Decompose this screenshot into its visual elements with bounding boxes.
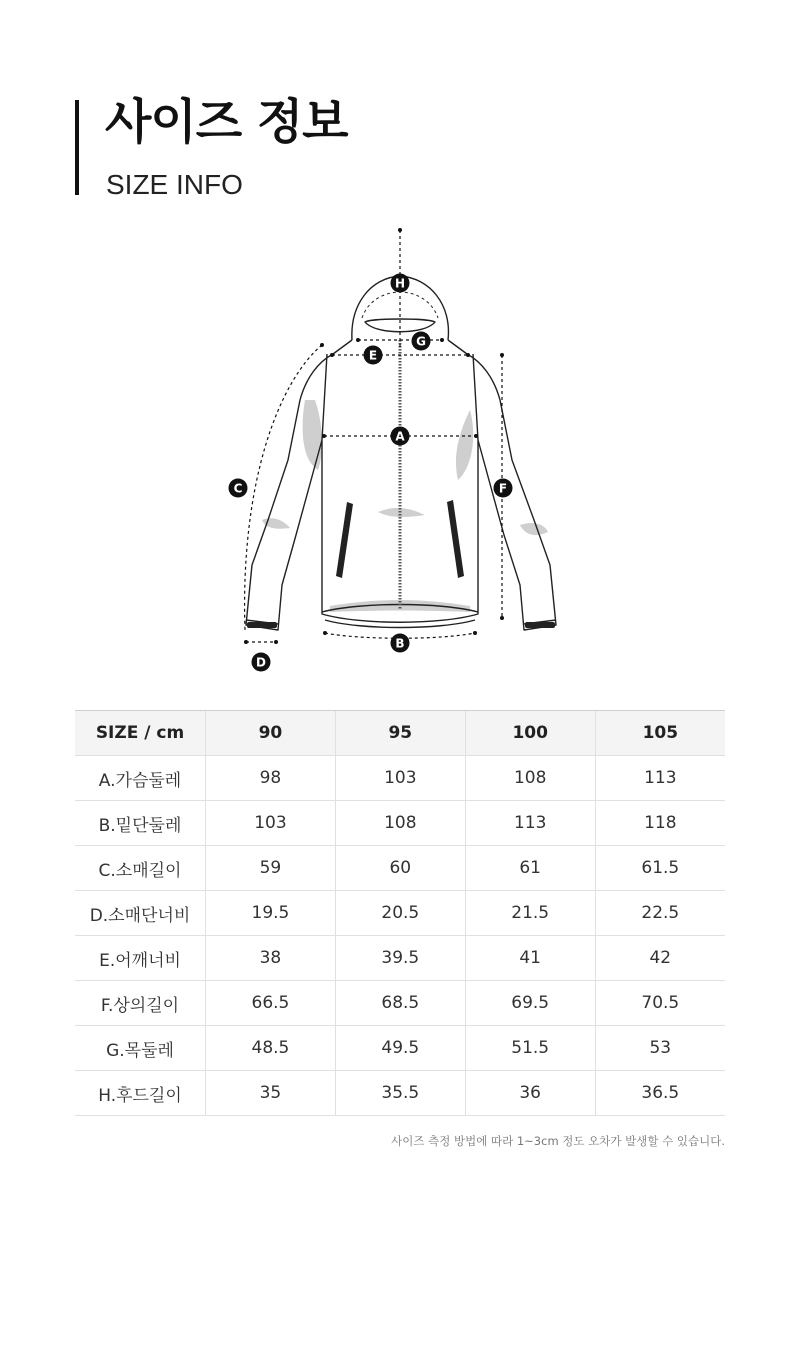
table-cell: 21.5 [465, 891, 595, 936]
page-title: 사이즈 정보 [105, 94, 348, 150]
row-label: F.상의길이 [75, 981, 206, 1026]
table-row [75, 756, 725, 801]
svg-text:A: A [395, 429, 405, 444]
column-header: 90 [206, 711, 336, 756]
table-cell: 19.5 [206, 891, 336, 936]
table-cell: 41 [465, 936, 595, 981]
row-label: B.밑단둘레 [75, 801, 206, 846]
svg-text:D: D [256, 655, 266, 670]
marker-e [364, 346, 383, 365]
table-header-row [75, 711, 725, 756]
table-cell: 20.5 [335, 891, 465, 936]
marker-c [229, 479, 248, 498]
table-cell: 51.5 [465, 1026, 595, 1071]
marker-b [391, 634, 410, 653]
table-cell: 39.5 [335, 936, 465, 981]
table-cell: 70.5 [595, 981, 725, 1026]
table-row [75, 1026, 725, 1071]
table-cell: 113 [465, 801, 595, 846]
row-label: C.소매길이 [75, 846, 206, 891]
table-cell: 66.5 [206, 981, 336, 1026]
table-row [75, 936, 725, 981]
table-row [75, 801, 725, 846]
table-cell: 108 [465, 756, 595, 801]
table-cell: 42 [595, 936, 725, 981]
svg-text:H: H [394, 276, 406, 291]
marker-d [252, 653, 271, 672]
table-cell: 53 [595, 1026, 725, 1071]
column-header-size: SIZE / cm [75, 711, 206, 756]
table-cell: 35 [206, 1071, 336, 1116]
table-cell: 38 [206, 936, 336, 981]
column-header: 100 [465, 711, 595, 756]
table-cell: 36 [465, 1071, 595, 1116]
svg-text:G: G [416, 334, 426, 349]
marker-a [391, 427, 410, 446]
size-table [75, 710, 725, 1116]
table-cell: 118 [595, 801, 725, 846]
table-cell: 60 [335, 846, 465, 891]
table-row [75, 891, 725, 936]
table-cell: 61.5 [595, 846, 725, 891]
svg-text:F: F [498, 481, 508, 496]
table-cell: 36.5 [595, 1071, 725, 1116]
table-row [75, 981, 725, 1026]
table-cell: 22.5 [595, 891, 725, 936]
title-accent-bar [75, 100, 79, 195]
table-cell: 61 [465, 846, 595, 891]
page-subtitle: SIZE INFO [106, 169, 243, 200]
column-header: 105 [595, 711, 725, 756]
column-header: 95 [335, 711, 465, 756]
jacket-outline [246, 276, 556, 630]
table-cell: 103 [335, 756, 465, 801]
table-cell: 59 [206, 846, 336, 891]
table-cell: 35.5 [335, 1071, 465, 1116]
row-label: E.어깨너비 [75, 936, 206, 981]
marker-h [391, 274, 410, 293]
row-label: A.가슴둘레 [75, 756, 206, 801]
row-label: D.소매단너비 [75, 891, 206, 936]
table-cell: 108 [335, 801, 465, 846]
table-cell: 113 [595, 756, 725, 801]
jacket-size-diagram [200, 222, 600, 682]
measurement-disclaimer: 사이즈 측정 방법에 따라 1~3cm 정도 오차가 발생할 수 있습니다. [391, 1134, 725, 1148]
table-cell: 48.5 [206, 1026, 336, 1071]
table-cell: 103 [206, 801, 336, 846]
table-cell: 68.5 [335, 981, 465, 1026]
marker-f [494, 479, 513, 498]
svg-text:B: B [395, 636, 405, 651]
table-cell: 49.5 [335, 1026, 465, 1071]
svg-text:E: E [368, 348, 378, 363]
table-cell: 69.5 [465, 981, 595, 1026]
table-row [75, 846, 725, 891]
table-cell: 98 [206, 756, 336, 801]
marker-g [412, 332, 431, 351]
table-row [75, 1071, 725, 1116]
svg-text:C: C [233, 481, 243, 496]
row-label: G.목둘레 [75, 1026, 206, 1071]
row-label: H.후드길이 [75, 1071, 206, 1116]
